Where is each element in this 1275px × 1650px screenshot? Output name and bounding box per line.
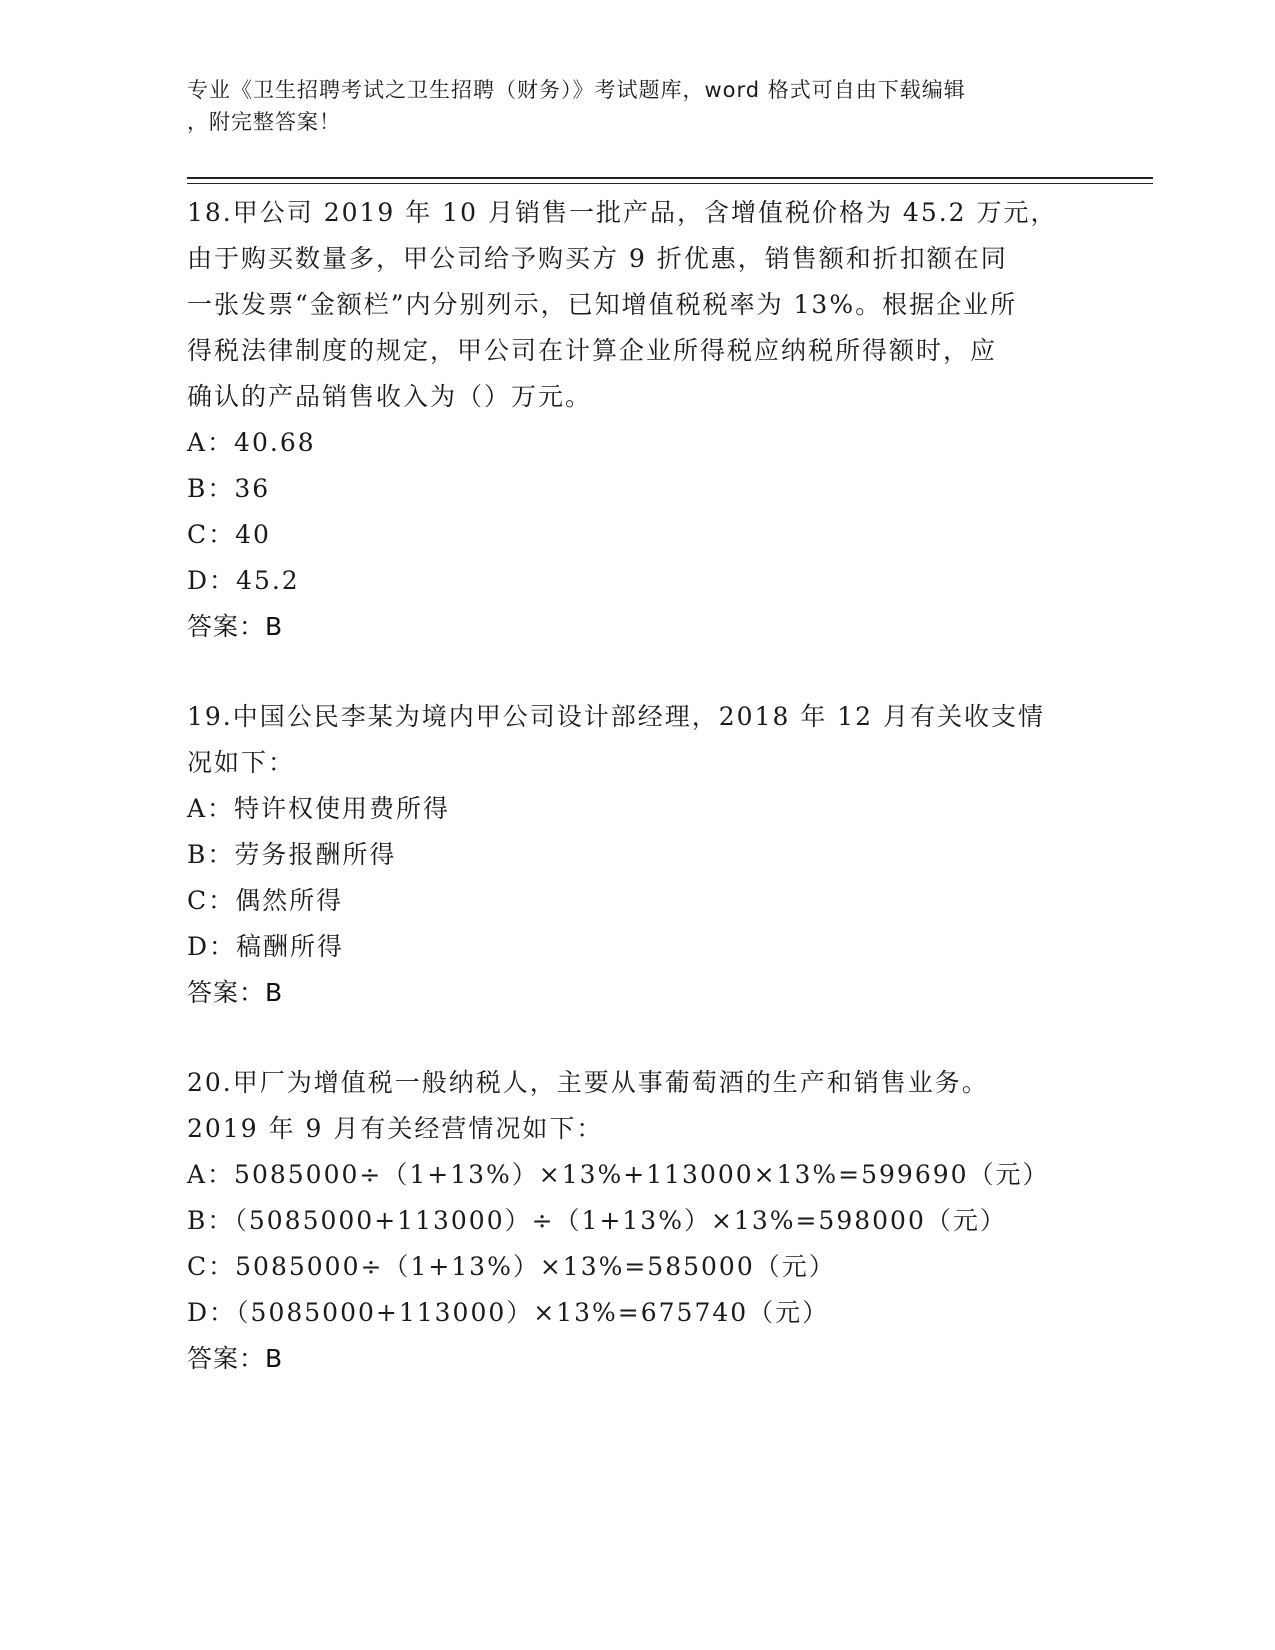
header-line-1: 专业《卫生招聘考试之卫生招聘（财务）》考试题库，word 格式可自由下载编辑 — [187, 78, 966, 102]
question-text-line: 2019 年 9 月有关经营情况如下： — [187, 1114, 604, 1143]
option-b: B：（5085000+113000）÷（1+13%）×13%=598000（元） — [187, 1206, 1007, 1235]
question-text-line: 确认的产品销售收入为（）万元。 — [187, 382, 593, 411]
answer-label: 答案：B — [187, 612, 284, 641]
option-a: A：特许权使用费所得 — [187, 794, 451, 823]
option-c: C：5085000÷（1+13%）×13%=585000（元） — [187, 1252, 836, 1281]
header-divider-thin — [187, 183, 1153, 184]
question-text-line: 20.甲厂为增值税一般纳税人，主要从事葡萄酒的生产和销售业务。 — [187, 1068, 989, 1097]
option-a: A：5085000÷（1+13%）×13%+113000×13%=599690（元） — [187, 1160, 1050, 1189]
question-text-line: 由于购买数量多，甲公司给予购买方 9 折优惠，销售额和折扣额在同 — [187, 244, 1008, 273]
header-line-2: ，附完整答案！ — [187, 110, 341, 134]
question-text-line: 18.甲公司 2019 年 10 月销售一批产品，含增值税价格为 45.2 万元， — [187, 198, 1058, 227]
option-c: C：偶然所得 — [187, 886, 344, 915]
header-divider-thick — [187, 177, 1153, 179]
question-spacer — [187, 650, 1087, 694]
option-d: D：45.2 — [187, 566, 300, 595]
answer-label: 答案：B — [187, 1344, 284, 1373]
question-list — [187, 190, 1087, 1382]
question-spacer — [187, 1016, 1087, 1060]
question-18 — [187, 190, 1087, 650]
question-20 — [187, 1060, 1087, 1382]
question-text-line: 19.中国公民李某为境内甲公司设计部经理，2018 年 12 月有关收支情 — [187, 702, 1046, 731]
question-text-line: 况如下： — [187, 748, 296, 777]
document-header — [187, 74, 1067, 138]
answer-label: 答案：B — [187, 978, 284, 1007]
question-19 — [187, 694, 1087, 1016]
option-d: D：（5085000+113000）×13%=675740（元） — [187, 1298, 830, 1327]
option-b: B：36 — [187, 474, 271, 503]
option-b: B：劳务报酬所得 — [187, 840, 397, 869]
question-text-line: 得税法律制度的规定，甲公司在计算企业所得税应纳税所得额时，应 — [187, 336, 998, 365]
option-d: D：稿酬所得 — [187, 932, 345, 961]
option-a: A：40.68 — [187, 428, 316, 457]
option-c: C：40 — [187, 520, 271, 549]
question-text-line: 一张发票“金额栏”内分别列示，已知增值税税率为 13%。根据企业所 — [187, 290, 1018, 319]
